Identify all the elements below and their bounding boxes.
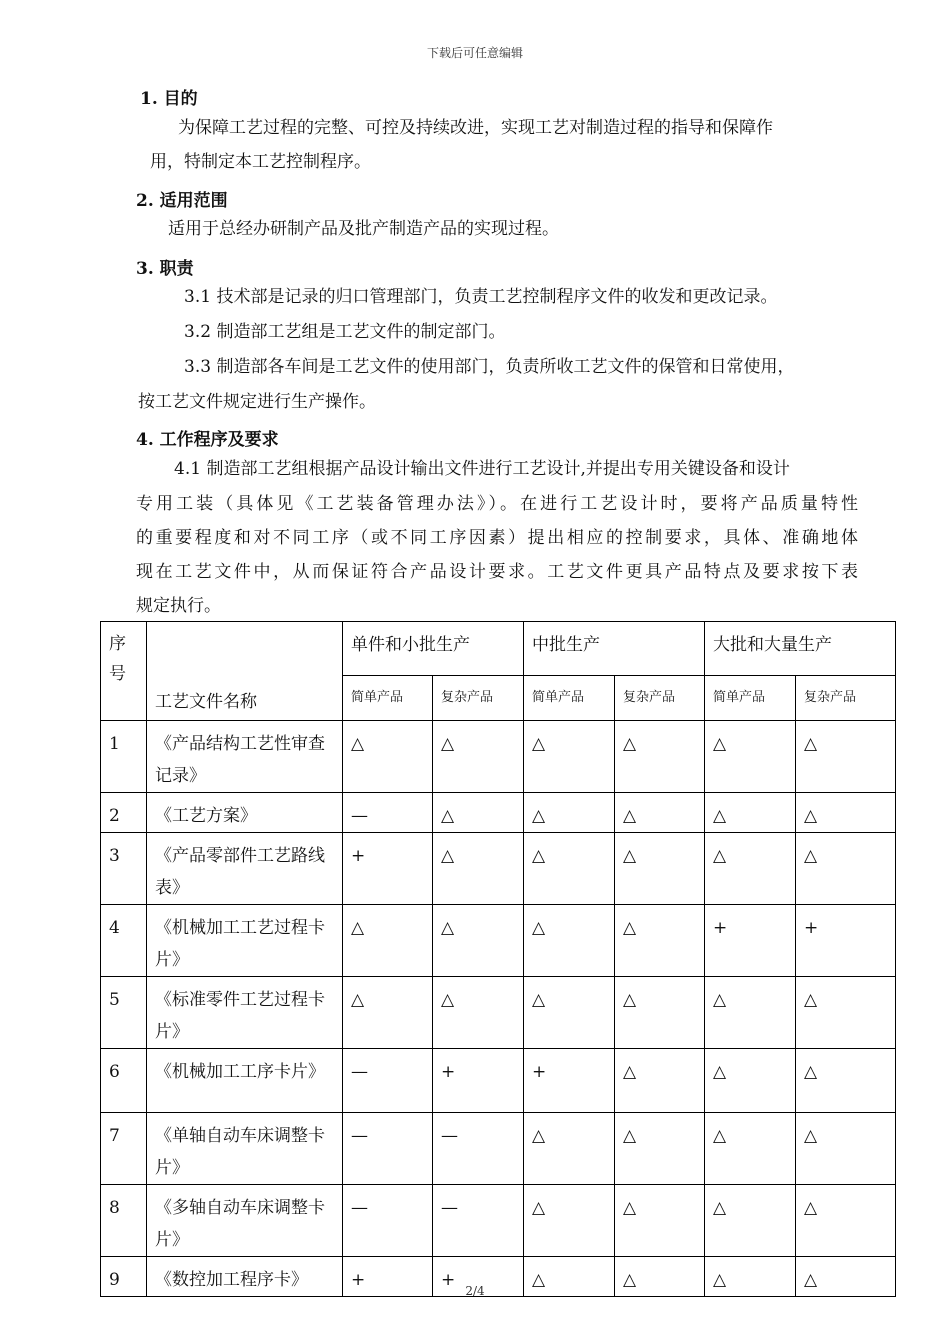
table-row	[101, 833, 896, 905]
table-row	[101, 1113, 896, 1185]
row-mark: △	[713, 990, 727, 1010]
row-mark: △	[804, 846, 818, 866]
row-seq-cell	[101, 1049, 147, 1113]
row-doc-name-cell	[147, 1185, 343, 1257]
row-mark-cell	[705, 1185, 796, 1257]
row-mark-cell	[705, 977, 796, 1049]
row-mark-cell	[524, 793, 615, 833]
row-seq-cell	[101, 721, 147, 793]
header-group-medium-batch: 中批生产	[524, 622, 705, 676]
table-row	[101, 977, 896, 1049]
section-3-3-line2: 按工艺文件规定进行生产操作。	[138, 392, 376, 412]
row-mark: △	[623, 1126, 637, 1146]
row-mark: +	[441, 1062, 456, 1082]
row-doc-name-cell	[147, 1049, 343, 1113]
row-seq: 6	[109, 1062, 120, 1082]
row-doc-name-cell	[147, 833, 343, 905]
row-mark: △	[351, 990, 365, 1010]
row-mark-cell	[615, 833, 705, 905]
row-seq: 3	[109, 846, 120, 866]
row-mark-cell	[343, 1185, 433, 1257]
row-mark: +	[351, 846, 366, 866]
header-group-mass: 大批和大量生产	[705, 622, 896, 676]
row-seq-cell	[101, 833, 147, 905]
subheader: 简单产品	[343, 676, 433, 721]
row-mark-cell	[433, 833, 524, 905]
row-mark-cell	[524, 977, 615, 1049]
page-number: 2/4	[465, 1284, 485, 1298]
row-mark: △	[713, 1126, 727, 1146]
table-row	[101, 721, 896, 793]
row-mark-cell	[524, 833, 615, 905]
row-mark-cell	[433, 905, 524, 977]
row-mark-cell	[796, 721, 896, 793]
row-mark: △	[623, 734, 637, 754]
row-mark: △	[441, 918, 455, 938]
row-mark: △	[441, 990, 455, 1010]
row-mark-cell	[343, 793, 433, 833]
subheader: 简单产品	[705, 676, 796, 721]
row-mark: △	[532, 846, 546, 866]
subheader: 复杂产品	[615, 676, 705, 721]
row-doc-name-cell	[147, 721, 343, 793]
row-mark: △	[623, 1198, 637, 1218]
row-mark: —	[351, 1198, 368, 1218]
row-seq-cell	[101, 1113, 147, 1185]
header-group-small-batch: 单件和小批生产	[343, 622, 524, 676]
row-mark: +	[713, 918, 728, 938]
row-mark-cell	[343, 905, 433, 977]
row-mark: +	[441, 1270, 456, 1290]
section-3-3-line1: 3.3 制造部各车间是工艺文件的使用部门，负责所收工艺文件的保管和日常使用，	[184, 357, 795, 377]
section-3-1: 3.1 技术部是记录的归口管理部门，负责工艺控制程序文件的收发和更改记录。	[184, 287, 778, 307]
row-mark-cell	[615, 721, 705, 793]
row-seq: 1	[109, 734, 120, 754]
row-seq-cell	[101, 793, 147, 833]
row-seq-cell	[101, 1185, 147, 1257]
process-document-table	[100, 621, 896, 1297]
row-mark: △	[532, 990, 546, 1010]
row-mark: △	[351, 734, 365, 754]
row-mark-cell	[615, 793, 705, 833]
row-mark-cell	[524, 1049, 615, 1113]
subheader: 简单产品	[524, 676, 615, 721]
header-seq: 序号	[101, 622, 147, 721]
section-4-1-line3: 的重要程度和对不同工序（或不同工序因素）提出相应的控制要求，具体、准确地体	[136, 528, 858, 548]
row-mark: △	[532, 918, 546, 938]
row-mark: △	[713, 1198, 727, 1218]
row-mark: △	[441, 806, 455, 826]
row-doc-name: 《多轴自动车床调整卡片》	[155, 1198, 325, 1250]
row-mark-cell	[796, 1113, 896, 1185]
section-4-1-line5: 规定执行。	[136, 596, 221, 616]
row-mark-cell	[705, 833, 796, 905]
section-1-text-line2: 用，特制定本工艺控制程序。	[150, 152, 371, 172]
subheader: 复杂产品	[796, 676, 896, 721]
section-4-1-line1: 4.1 制造部工艺组根据产品设计输出文件进行工艺设计,并提出专用关键设备和设计	[174, 459, 790, 479]
row-mark-cell	[705, 793, 796, 833]
row-mark-cell	[615, 905, 705, 977]
subheader: 复杂产品	[433, 676, 524, 721]
row-mark-cell	[524, 905, 615, 977]
row-mark: △	[713, 1270, 727, 1290]
row-mark-cell	[433, 1113, 524, 1185]
row-doc-name-cell	[147, 977, 343, 1049]
row-mark-cell	[524, 1113, 615, 1185]
row-seq-cell	[101, 905, 147, 977]
table-row	[101, 1049, 896, 1113]
row-mark: △	[532, 1198, 546, 1218]
row-doc-name-cell	[147, 905, 343, 977]
row-mark-cell	[615, 1185, 705, 1257]
row-seq: 9	[109, 1270, 120, 1290]
row-mark: △	[623, 918, 637, 938]
row-mark-cell	[796, 1185, 896, 1257]
row-mark: △	[623, 990, 637, 1010]
row-mark: △	[804, 1062, 818, 1082]
row-mark: △	[532, 1270, 546, 1290]
row-seq-cell	[101, 977, 147, 1049]
row-mark-cell	[433, 721, 524, 793]
row-mark: △	[804, 1270, 818, 1290]
row-doc-name: 《机械加工工艺过程卡片》	[155, 918, 325, 970]
row-mark: △	[441, 734, 455, 754]
row-mark: △	[623, 1270, 637, 1290]
row-mark: —	[351, 1062, 368, 1082]
row-mark-cell	[705, 1049, 796, 1113]
section-4-1-line2: 专用工装（具体见《工艺装备管理办法》）。在进行工艺设计时，要将产品质量特性	[136, 494, 858, 514]
row-mark-cell	[796, 977, 896, 1049]
header-name: 工艺文件名称	[147, 622, 343, 721]
row-mark: △	[532, 1126, 546, 1146]
row-doc-name: 《标准零件工艺过程卡片》	[155, 990, 325, 1042]
row-mark-cell	[524, 721, 615, 793]
row-mark-cell	[433, 1185, 524, 1257]
section-4-title: 4. 工作程序及要求	[136, 430, 279, 450]
row-doc-name: 《产品零部件工艺路线表》	[155, 846, 325, 898]
row-doc-name: 《工艺方案》	[155, 806, 257, 826]
row-doc-name: 《单轴自动车床调整卡片》	[155, 1126, 325, 1178]
row-mark-cell	[705, 721, 796, 793]
row-mark: △	[713, 846, 727, 866]
section-3-2: 3.2 制造部工艺组是工艺文件的制定部门。	[184, 322, 506, 342]
row-doc-name: 《机械加工工序卡片》	[155, 1062, 325, 1082]
row-mark: △	[804, 990, 818, 1010]
row-mark: +	[804, 918, 819, 938]
row-mark: △	[804, 806, 818, 826]
row-mark-cell	[705, 905, 796, 977]
row-mark: △	[713, 806, 727, 826]
row-mark-cell	[796, 833, 896, 905]
row-mark-cell	[796, 1049, 896, 1113]
row-mark-cell	[796, 905, 896, 977]
table-row	[101, 793, 896, 833]
row-mark: —	[441, 1126, 458, 1146]
section-2-title: 2. 适用范围	[136, 191, 228, 211]
row-mark: △	[532, 806, 546, 826]
row-mark: +	[351, 1270, 366, 1290]
section-1-title: 1. 目的	[140, 89, 198, 109]
row-mark: —	[351, 806, 368, 826]
page-header: 下载后可任意编辑	[426, 46, 523, 60]
row-mark: △	[804, 1198, 818, 1218]
row-seq: 7	[109, 1126, 120, 1146]
row-mark-cell	[615, 977, 705, 1049]
row-mark-cell	[343, 721, 433, 793]
row-mark: △	[713, 734, 727, 754]
row-mark-cell	[796, 793, 896, 833]
section-3-title: 3. 职责	[136, 259, 194, 279]
row-mark-cell	[615, 1113, 705, 1185]
row-seq: 8	[109, 1198, 120, 1218]
table-row	[101, 1185, 896, 1257]
row-mark: △	[623, 846, 637, 866]
row-mark: △	[441, 846, 455, 866]
row-mark-cell	[343, 1049, 433, 1113]
row-mark-cell	[615, 1049, 705, 1113]
row-mark-cell	[705, 1113, 796, 1185]
row-mark-cell	[433, 977, 524, 1049]
row-mark: —	[441, 1198, 458, 1218]
row-doc-name: 《数控加工程序卡》	[155, 1270, 308, 1290]
row-mark-cell	[343, 1113, 433, 1185]
row-mark-cell	[433, 793, 524, 833]
row-mark-cell	[433, 1049, 524, 1113]
row-mark: △	[623, 1062, 637, 1082]
row-doc-name-cell	[147, 1113, 343, 1185]
row-seq: 4	[109, 918, 120, 938]
row-mark: —	[351, 1126, 368, 1146]
section-1-text-line1: 为保障工艺过程的完整、可控及持续改进，实现工艺对制造过程的指导和保障作	[178, 118, 773, 138]
row-mark: △	[623, 806, 637, 826]
table-row	[101, 905, 896, 977]
section-4-1-line4: 现在工艺文件中，从而保证符合产品设计要求。工艺文件更具产品特点及要求按下表	[136, 562, 858, 582]
row-mark: △	[713, 1062, 727, 1082]
row-mark: +	[532, 1062, 547, 1082]
row-mark: △	[804, 1126, 818, 1146]
row-seq: 5	[109, 990, 120, 1010]
row-mark-cell	[524, 1185, 615, 1257]
row-mark-cell	[343, 833, 433, 905]
row-mark: △	[532, 734, 546, 754]
row-doc-name-cell	[147, 793, 343, 833]
section-2-text: 适用于总经办研制产品及批产制造产品的实现过程。	[168, 219, 559, 239]
row-doc-name: 《产品结构工艺性审查记录》	[155, 734, 325, 786]
row-mark: △	[351, 918, 365, 938]
row-mark: △	[804, 734, 818, 754]
row-seq: 2	[109, 806, 120, 826]
row-mark-cell	[343, 977, 433, 1049]
